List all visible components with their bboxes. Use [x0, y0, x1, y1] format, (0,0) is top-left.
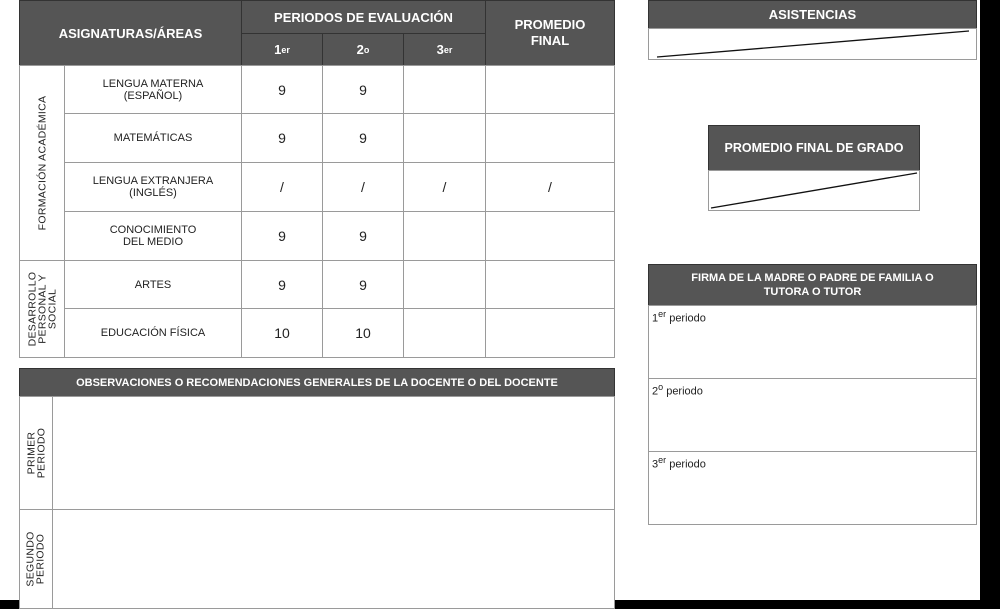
second-period-label: [26, 531, 46, 586]
subject-name-sub: (INGLÉS): [129, 187, 177, 199]
subjects-header-label: ASIGNATURAS/ÁREAS: [58, 25, 203, 41]
grade-cell: 9: [241, 65, 323, 114]
first-period-label-cell: [19, 396, 53, 510]
grade-average-title: PROMEDIO FINAL DE GRADO: [724, 141, 904, 155]
grade-cell: /: [322, 162, 404, 212]
second-period-label-cell: [19, 509, 53, 609]
subject-name: ARTES: [134, 278, 172, 291]
second-period-line-1: SEGUNDO: [25, 531, 38, 587]
final-cell: [485, 260, 615, 309]
final-average-label-2: FINAL: [530, 33, 570, 48]
signature-period-1[interactable]: [648, 305, 977, 379]
periods-header: [241, 0, 486, 34]
period-2-header: [322, 33, 404, 66]
signature-header: [648, 264, 977, 306]
grade-average-field[interactable]: [708, 170, 920, 211]
grade-cell: [403, 65, 486, 114]
grade-cell: [403, 211, 486, 261]
grade-cell: /: [241, 162, 323, 212]
period-2-number: 2: [356, 42, 364, 57]
grade-average-header: [708, 125, 920, 171]
subject-name: LENGUA EXTRANJERA: [92, 175, 214, 187]
signature-period-3-text: periodo: [666, 458, 706, 471]
signature-period-1-label: [649, 306, 976, 328]
signature-period-2-number: 2: [652, 385, 659, 398]
grade-cell: 9: [322, 260, 404, 309]
attendance-title: ASISTENCIAS: [768, 7, 857, 22]
subject-cell: [64, 162, 242, 212]
grade-cell: 9: [241, 113, 323, 163]
periods-header-label: PERIODOS DE EVALUACIÓN: [274, 9, 453, 25]
subject-name: EDUCACIÓN FÍSICA: [100, 327, 206, 339]
group-social-line-1: DESARROLLO: [26, 271, 38, 347]
signature-period-1-number: 1: [652, 312, 659, 325]
signature-period-2-sup: o: [658, 382, 664, 392]
attendance-field[interactable]: [648, 28, 977, 60]
final-average-label-1: PROMEDIO: [514, 17, 586, 32]
final-cell: /: [485, 162, 615, 212]
second-period-observation[interactable]: [52, 509, 615, 609]
final-cell: [485, 65, 615, 114]
grade-cell: 9: [322, 211, 404, 261]
observations-header: [19, 368, 615, 397]
grade-cell: [403, 308, 486, 358]
signature-title-1: FIRMA DE LA MADRE O PADRE DE FAMILIA O: [691, 272, 934, 284]
grade-cell: 9: [241, 211, 323, 261]
period-1-header: [241, 33, 323, 66]
final-average-header: [485, 0, 615, 66]
signature-period-3-label: [649, 452, 976, 474]
subject-name-sub: DEL MEDIO: [122, 236, 184, 248]
first-period-label: [26, 428, 46, 479]
attendance-header: [648, 0, 977, 29]
grade-cell: 9: [241, 260, 323, 309]
subject-cell: [64, 113, 242, 163]
group-academic-label: FORMACIÓN ACADÉMICA: [36, 95, 49, 231]
subject-cell: [64, 308, 242, 358]
signature-title-2: TUTORA O TUTOR: [763, 286, 862, 298]
group-social-label: [27, 272, 57, 347]
grade-cell: 10: [241, 308, 323, 358]
signature-period-1-sup: er: [658, 309, 667, 319]
signature-period-1-text: periodo: [666, 312, 706, 325]
subjects-header: [19, 0, 242, 66]
grade-cell: [403, 260, 486, 309]
period-1-number: 1: [274, 42, 282, 57]
signature-period-3[interactable]: [648, 451, 977, 525]
group-academic: [19, 65, 65, 261]
signature-period-2-text: periodo: [663, 385, 703, 398]
period-3-number: 3: [436, 42, 444, 57]
grade-cell: /: [403, 162, 486, 212]
grade-cell: 10: [322, 308, 404, 358]
first-period-observation[interactable]: [52, 396, 615, 510]
signature-period-3-number: 3: [652, 458, 659, 471]
signature-period-3-sup: er: [658, 455, 667, 465]
second-period-line-2: PERIODO: [35, 533, 48, 585]
subject-name: CONOCIMIENTO: [109, 224, 197, 236]
group-social: [19, 260, 65, 358]
period-1-sup: er: [281, 44, 290, 55]
observations-title: OBSERVACIONES O RECOMENDACIONES GENERALES DE LA DOCENTE O DEL DOCENTE: [76, 376, 558, 389]
signature-period-2-label: [649, 379, 976, 401]
first-period-line-2: PERIODO: [35, 427, 47, 479]
final-cell: [485, 211, 615, 261]
group-social-line-2: PERSONAL Y: [36, 274, 48, 344]
final-cell: [485, 113, 615, 163]
grade-cell: 9: [322, 113, 404, 163]
group-social-line-3: SOCIAL: [46, 288, 58, 330]
subject-name-sub: (ESPAÑOL): [123, 89, 183, 102]
grade-cell: [403, 113, 486, 163]
period-3-sup: er: [443, 44, 453, 55]
period-2-sup: o: [363, 44, 370, 55]
subject-cell: [64, 65, 242, 114]
subject-name: LENGUA MATERNA: [102, 77, 204, 90]
subject-cell: [64, 211, 242, 261]
subject-cell: [64, 260, 242, 309]
diagonal-line-icon: [649, 29, 976, 59]
diagonal-line-icon: [709, 171, 919, 210]
first-period-line-1: PRIMER: [25, 431, 37, 475]
grade-cell: 9: [322, 65, 404, 114]
period-3-header: [403, 33, 486, 66]
final-cell: [485, 308, 615, 358]
signature-period-2[interactable]: [648, 378, 977, 452]
subject-name: MATEMÁTICAS: [113, 132, 193, 144]
